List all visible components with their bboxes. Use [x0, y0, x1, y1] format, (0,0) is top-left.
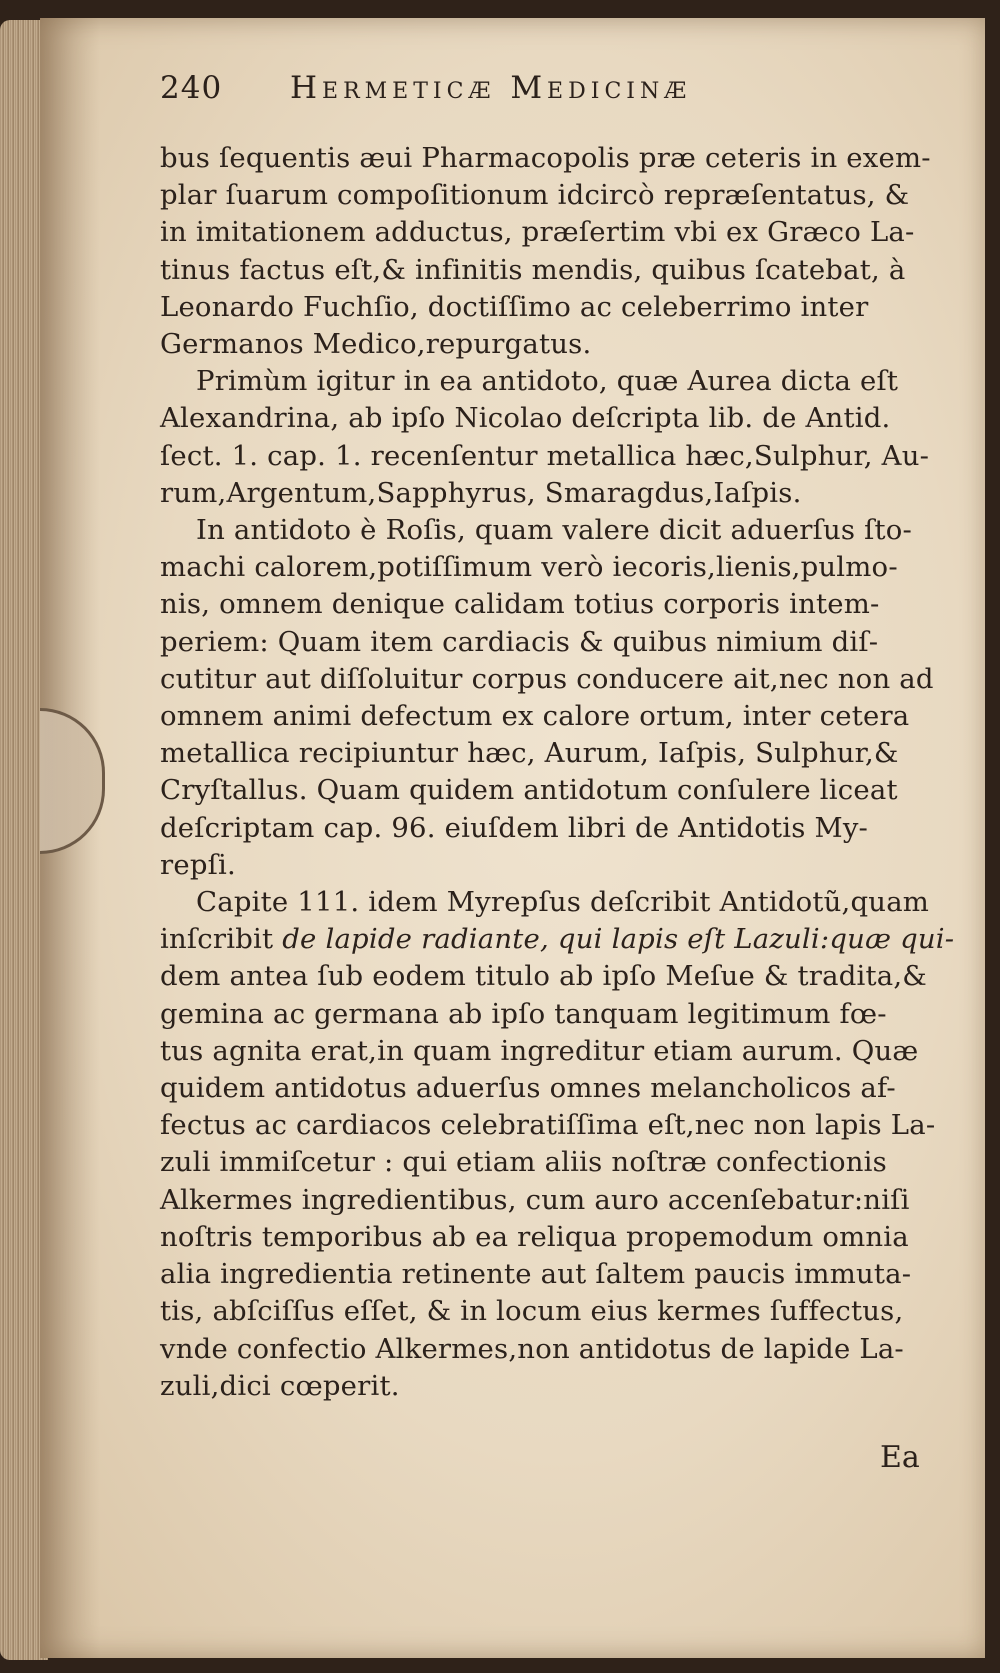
text-line: tis, abſciſſus eſſet, & in locum eius kermes ſuffectus, [160, 1295, 904, 1328]
text-line: gemina ac germana ab ipſo tanquam legitimum fœ- [160, 997, 887, 1030]
text-line: dem antea ſub eodem titulo ab ipſo Meſue & tradita,& [160, 960, 927, 993]
text-line: Alkermes ingredientibus, cum auro accenſebatur:niſi [160, 1183, 910, 1216]
text-line: in imitationem adductus, præſertim vbi ex Græco La- [160, 216, 915, 249]
text-line: periem: Quam item cardiacis & quibus nimium diſ- [160, 625, 879, 658]
page-text [160, 70, 960, 1405]
text-line: nis, omnem denique calidam totius corporis intem- [160, 588, 880, 621]
text-fragment: inſcribit [160, 923, 274, 956]
running-title: Hermeticæ Medicinæ [290, 70, 692, 106]
text-line: Cryſtallus. Quam quidem antidotum conſulere liceat [160, 774, 898, 807]
text-line: Alexandrina, ab ipſo Nicolao deſcripta lib. de Antid. [160, 402, 891, 435]
text-line: deſcriptam cap. 96. eiuſdem libri de Antidotis My- [160, 811, 869, 844]
text-line: zuli,dici cœperit. [160, 1369, 400, 1402]
text-line: quidem antidotus aduerſus omnes melancholicos af- [160, 1072, 896, 1105]
text-line: metallica recipiuntur hæc, Aurum, Iaſpis, Sulphur,& [160, 737, 899, 770]
catchword: Ea [880, 1440, 920, 1475]
text-line: vnde confectio Alkermes,non antidotus de lapide La- [160, 1332, 904, 1365]
text-line: plar ſuarum compoſitionum idcircò repræſentatus, & [160, 179, 910, 212]
paragraph-start-line: In antidoto è Roſis, quam valere dicit aduerſus ſto- [196, 514, 913, 547]
text-line: alia ingredientia retinente aut ſaltem paucis immuta- [160, 1258, 912, 1291]
text-line: ſect. 1. cap. 1. recenſentur metallica hæc,Sulphur, Au- [160, 439, 930, 472]
text-line: omnem animi defectum ex calore ortum, inter cetera [160, 700, 910, 733]
text-line: noſtris temporibus ab ea reliqua propemodum omnia [160, 1220, 909, 1253]
text-line: fectus ac cardiacos celebratiſſima eſt,nec non lapis La- [160, 1109, 936, 1142]
paragraph-start-line: Capite 111. idem Myrepſus deſcribit Antidotũ,quam [196, 886, 930, 919]
text-line: tinus factus eſt,& infinitis mendis, quibus ſcatebat, à [160, 253, 906, 286]
page-number: 240 [160, 70, 223, 106]
text-line-with-italic [160, 921, 960, 958]
running-header [160, 70, 960, 140]
text-line: tus agnita erat,in quam ingreditur etiam aurum. Quæ [160, 1034, 919, 1067]
text-line: zuli immiſcetur : qui etiam aliis noſtræ confectionis [160, 1146, 887, 1179]
text-line: bus ſequentis æui Pharmacopolis præ ceteris in exem- [160, 142, 931, 174]
text-line: cutitur aut diſſoluitur corpus conducere ait,nec non ad [160, 662, 934, 695]
paragraph-start-line: Primùm igitur in ea antidoto, quæ Aurea dicta eſt [196, 365, 899, 398]
italic-title-fragment: de lapide radiante, qui lapis eſt Lazuli:quæ qui- [282, 923, 955, 956]
text-line: Leonardo Fuchſio, doctiſſimo ac celeberrimo inter [160, 290, 869, 323]
text-line: machi calorem,potiſſimum verò iecoris,lienis,pulmo- [160, 551, 898, 584]
text-line: rum,Argentum,Sapphyrus, Smaragdus,Iaſpis. [160, 476, 802, 509]
text-line: Germanos Medico,repurgatus. [160, 328, 592, 361]
text-line: repſi. [160, 848, 236, 881]
